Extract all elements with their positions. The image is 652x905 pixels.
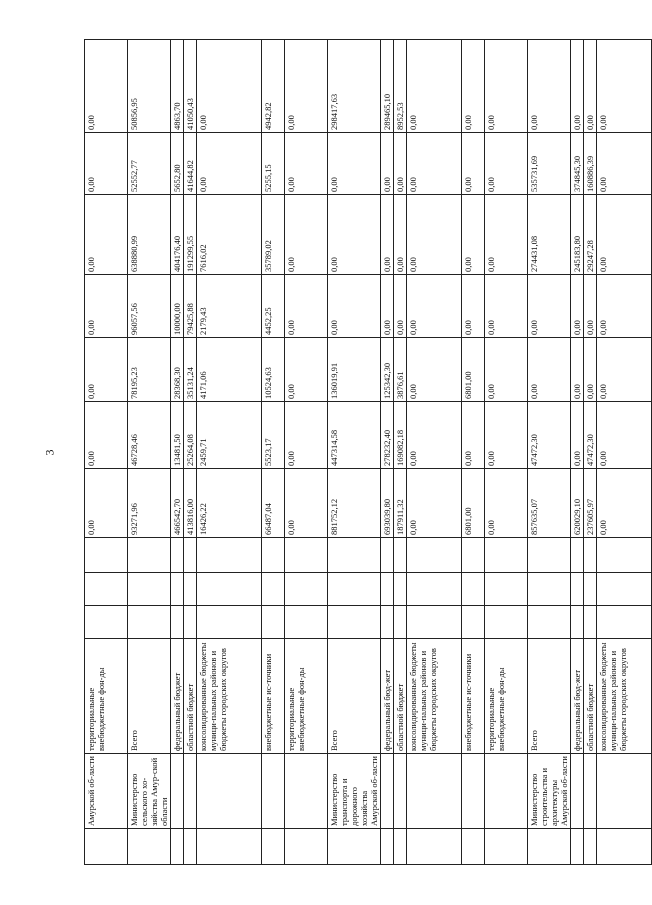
empty-cell (394, 573, 407, 606)
funding-source-cell: внебюджетные ис-точники (462, 639, 485, 754)
empty-cell (407, 538, 462, 573)
empty-cell (597, 606, 652, 639)
funding-source-cell: консолидированные бюджеты муници-пальных районов и бюджеты городских округов (407, 639, 462, 754)
value-cell: 0,00 (485, 195, 528, 275)
value-cell: 4452,25 (262, 275, 285, 338)
value-cell: 136019,91 (328, 338, 381, 402)
table-rotation-wrapper (84, 40, 628, 865)
value-cell: 5255,15 (262, 133, 285, 195)
agency-cell (285, 754, 328, 829)
empty-cell (597, 538, 652, 573)
empty-cell (462, 538, 485, 573)
empty-cell (262, 606, 285, 639)
value-cell: 78195,23 (128, 338, 171, 402)
empty-cell (381, 606, 394, 639)
agency-cell (197, 754, 262, 829)
funding-source-cell: Всего (528, 639, 571, 754)
value-cell: 0,00 (197, 133, 262, 195)
value-cell: 693039,80 (381, 469, 394, 538)
value-cell: 4171,06 (197, 338, 262, 402)
value-cell: 96057,56 (128, 275, 171, 338)
funding-source-cell: федеральный бюд-жет (381, 639, 394, 754)
value-cell: 0,00 (381, 133, 394, 195)
table-row (528, 40, 571, 865)
value-cell: 0,00 (485, 338, 528, 402)
value-cell: 0,00 (394, 133, 407, 195)
empty-cell (485, 538, 528, 573)
table-row (197, 40, 262, 865)
empty-cell (381, 573, 394, 606)
value-cell: 0,00 (407, 40, 462, 133)
value-cell: 0,00 (584, 40, 597, 133)
empty-cell (528, 573, 571, 606)
empty-cell (184, 573, 197, 606)
value-cell: 0,00 (285, 195, 328, 275)
value-cell: 0,00 (571, 338, 584, 402)
value-cell: 0,00 (485, 275, 528, 338)
funding-source-cell: федеральный бюд-жет (571, 639, 584, 754)
empty-cell (262, 573, 285, 606)
funding-source-cell: областной бюджет (394, 639, 407, 754)
table-row (171, 40, 184, 865)
value-cell: 0,00 (462, 133, 485, 195)
empty-cell (394, 538, 407, 573)
empty-cell (462, 829, 485, 865)
empty-cell (462, 573, 485, 606)
empty-cell (571, 829, 584, 865)
table-row (285, 40, 328, 865)
value-cell: 0,00 (285, 275, 328, 338)
value-cell: 6801,00 (462, 469, 485, 538)
value-cell: 25264,08 (184, 402, 197, 469)
agency-cell: Министерство строительства и архитектуры Амурской об-ласти (528, 754, 571, 829)
table-body (85, 40, 652, 865)
value-cell: 0,00 (462, 40, 485, 133)
agency-cell (184, 754, 197, 829)
empty-cell (571, 606, 584, 639)
empty-cell (85, 829, 128, 865)
empty-cell (571, 538, 584, 573)
empty-cell (528, 538, 571, 573)
value-cell: 620029,10 (571, 469, 584, 538)
agency-cell: Министерство сельского хо-зяйства Амур-ской области (128, 754, 171, 829)
empty-cell (171, 829, 184, 865)
value-cell: 0,00 (407, 133, 462, 195)
value-cell: 0,00 (394, 275, 407, 338)
empty-cell (197, 829, 262, 865)
value-cell: 466542,70 (171, 469, 184, 538)
value-cell: 0,00 (381, 195, 394, 275)
value-cell: 0,00 (462, 275, 485, 338)
empty-cell (197, 538, 262, 573)
funding-source-cell: областной бюджет (184, 639, 197, 754)
empty-cell (197, 573, 262, 606)
empty-cell (171, 538, 184, 573)
value-cell: 0,00 (381, 275, 394, 338)
empty-cell (584, 538, 597, 573)
value-cell: 0,00 (597, 275, 652, 338)
empty-cell (128, 538, 171, 573)
value-cell: 0,00 (407, 275, 462, 338)
empty-cell (85, 606, 128, 639)
value-cell: 0,00 (462, 402, 485, 469)
empty-cell (584, 573, 597, 606)
table-row (262, 40, 285, 865)
empty-cell (128, 573, 171, 606)
value-cell: 0,00 (328, 195, 381, 275)
empty-cell (184, 538, 197, 573)
value-cell: 187911,32 (394, 469, 407, 538)
value-cell: 0,00 (285, 133, 328, 195)
value-cell: 0,00 (328, 133, 381, 195)
value-cell: 0,00 (528, 338, 571, 402)
empty-cell (85, 538, 128, 573)
value-cell: 447314,58 (328, 402, 381, 469)
empty-cell (171, 573, 184, 606)
value-cell: 0,00 (528, 275, 571, 338)
value-cell: 278232,40 (381, 402, 394, 469)
value-cell: 28368,30 (171, 338, 184, 402)
value-cell: 0,00 (197, 40, 262, 133)
value-cell: 0,00 (407, 402, 462, 469)
value-cell: 0,00 (85, 133, 128, 195)
empty-cell (584, 829, 597, 865)
value-cell: 10524,63 (262, 338, 285, 402)
empty-cell (285, 573, 328, 606)
empty-cell (528, 606, 571, 639)
value-cell: 0,00 (394, 195, 407, 275)
empty-cell (328, 829, 381, 865)
value-cell: 0,00 (328, 275, 381, 338)
empty-cell (394, 606, 407, 639)
value-cell: 8952,53 (394, 40, 407, 133)
value-cell: 3876,61 (394, 338, 407, 402)
funding-source-cell: территориальные внебюджетные фон-ды (485, 639, 528, 754)
value-cell: 0,00 (584, 275, 597, 338)
value-cell: 4942,82 (262, 40, 285, 133)
value-cell: 10000,00 (171, 275, 184, 338)
agency-cell (571, 754, 584, 829)
value-cell: 0,00 (85, 338, 128, 402)
funding-source-cell: внебюджетные ис-точники (262, 639, 285, 754)
empty-cell (328, 573, 381, 606)
value-cell: 0,00 (485, 133, 528, 195)
value-cell: 0,00 (85, 275, 128, 338)
table-row (485, 40, 528, 865)
value-cell: 0,00 (571, 275, 584, 338)
agency-cell (485, 754, 528, 829)
empty-cell (528, 829, 571, 865)
value-cell: 2179,43 (197, 275, 262, 338)
value-cell: 0,00 (85, 195, 128, 275)
value-cell: 35789,02 (262, 195, 285, 275)
empty-cell (285, 606, 328, 639)
funding-source-cell: Всего (128, 639, 171, 754)
value-cell: 0,00 (597, 338, 652, 402)
value-cell: 16426,22 (197, 469, 262, 538)
agency-cell (262, 754, 285, 829)
funding-source-cell: областной бюджет (584, 639, 597, 754)
value-cell: 0,00 (285, 402, 328, 469)
agency-cell (394, 754, 407, 829)
value-cell: 160886,39 (584, 133, 597, 195)
agency-cell (584, 754, 597, 829)
funding-source-cell: федеральный бюджет (171, 639, 184, 754)
empty-cell (571, 573, 584, 606)
value-cell: 0,00 (485, 40, 528, 133)
value-cell: 52552,77 (128, 133, 171, 195)
agency-cell (597, 754, 652, 829)
value-cell: 0,00 (285, 338, 328, 402)
empty-cell (262, 829, 285, 865)
value-cell: 125342,30 (381, 338, 394, 402)
table-row (584, 40, 597, 865)
value-cell: 638880,99 (128, 195, 171, 275)
table-row (407, 40, 462, 865)
value-cell: 0,00 (85, 40, 128, 133)
empty-cell (184, 606, 197, 639)
empty-cell (85, 573, 128, 606)
value-cell: 857635,07 (528, 469, 571, 538)
funding-source-cell: консолидированные бюджеты муници-пальных районов и бюджеты городских округов (197, 639, 262, 754)
value-cell: 47472,30 (528, 402, 571, 469)
empty-cell (285, 538, 328, 573)
value-cell: 0,00 (407, 469, 462, 538)
empty-cell (462, 606, 485, 639)
rotated-sheet (84, 0, 628, 905)
value-cell: 0,00 (407, 195, 462, 275)
value-cell: 0,00 (571, 40, 584, 133)
empty-cell (128, 829, 171, 865)
table-row (85, 40, 128, 865)
value-cell: 50856,95 (128, 40, 171, 133)
empty-cell (171, 606, 184, 639)
empty-cell (381, 829, 394, 865)
value-cell: 0,00 (584, 338, 597, 402)
value-cell: 0,00 (597, 195, 652, 275)
value-cell: 0,00 (485, 402, 528, 469)
value-cell: 245183,80 (571, 195, 584, 275)
table-row (597, 40, 652, 865)
value-cell: 0,00 (597, 402, 652, 469)
value-cell: 535731,69 (528, 133, 571, 195)
value-cell: 46728,46 (128, 402, 171, 469)
empty-cell (128, 606, 171, 639)
table-row (184, 40, 197, 865)
budget-table (84, 39, 652, 865)
value-cell: 5523,17 (262, 402, 285, 469)
value-cell: 13481,50 (171, 402, 184, 469)
agency-cell (381, 754, 394, 829)
value-cell: 0,00 (571, 402, 584, 469)
empty-cell (407, 573, 462, 606)
value-cell: 413816,00 (184, 469, 197, 538)
value-cell: 4863,70 (171, 40, 184, 133)
value-cell: 0,00 (597, 40, 652, 133)
value-cell: 6801,00 (462, 338, 485, 402)
agency-cell (171, 754, 184, 829)
value-cell: 191299,55 (184, 195, 197, 275)
table-row (381, 40, 394, 865)
value-cell: 35131,24 (184, 338, 197, 402)
value-cell: 2459,71 (197, 402, 262, 469)
empty-cell (485, 573, 528, 606)
value-cell: 0,00 (407, 338, 462, 402)
funding-source-cell: Всего (328, 639, 381, 754)
table-row (571, 40, 584, 865)
value-cell: 41050,43 (184, 40, 197, 133)
table-row (128, 40, 171, 865)
value-cell: 0,00 (528, 40, 571, 133)
value-cell: 274431,08 (528, 195, 571, 275)
agency-cell (407, 754, 462, 829)
value-cell: 0,00 (485, 469, 528, 538)
value-cell: 0,00 (285, 40, 328, 133)
value-cell: 47472,30 (584, 402, 597, 469)
empty-cell (597, 829, 652, 865)
page-number: 3 (42, 449, 57, 456)
value-cell: 404176,40 (171, 195, 184, 275)
value-cell: 7616,02 (197, 195, 262, 275)
table-row (328, 40, 381, 865)
value-cell: 5652,80 (171, 133, 184, 195)
empty-cell (381, 538, 394, 573)
value-cell: 41644,82 (184, 133, 197, 195)
value-cell: 0,00 (285, 469, 328, 538)
value-cell: 0,00 (597, 469, 652, 538)
value-cell: 298417,63 (328, 40, 381, 133)
table-row (394, 40, 407, 865)
empty-cell (584, 606, 597, 639)
value-cell: 0,00 (462, 195, 485, 275)
empty-cell (485, 829, 528, 865)
empty-cell (328, 606, 381, 639)
value-cell: 93271,96 (128, 469, 171, 538)
empty-cell (184, 829, 197, 865)
value-cell: 66487,04 (262, 469, 285, 538)
agency-cell: Министерство транспорта и дорожного хозяйства Амурской об-ласти (328, 754, 381, 829)
empty-cell (285, 829, 328, 865)
empty-cell (262, 538, 285, 573)
value-cell: 374845,30 (571, 133, 584, 195)
value-cell: 169082,18 (394, 402, 407, 469)
value-cell: 0,00 (85, 469, 128, 538)
agency-cell (462, 754, 485, 829)
empty-cell (394, 829, 407, 865)
empty-cell (407, 606, 462, 639)
empty-cell (485, 606, 528, 639)
value-cell: 0,00 (597, 133, 652, 195)
value-cell: 79425,88 (184, 275, 197, 338)
agency-cell: Амурской об-ласти (85, 754, 128, 829)
funding-source-cell: консолидированные бюджеты муници-пальных районов и бюджеты городских округов (597, 639, 652, 754)
empty-cell (328, 538, 381, 573)
value-cell: 289465,10 (381, 40, 394, 133)
value-cell: 237605,97 (584, 469, 597, 538)
table-row (462, 40, 485, 865)
empty-cell (197, 606, 262, 639)
empty-cell (407, 829, 462, 865)
value-cell: 29247,28 (584, 195, 597, 275)
empty-cell (597, 573, 652, 606)
value-cell: 881752,12 (328, 469, 381, 538)
value-cell: 0,00 (85, 402, 128, 469)
funding-source-cell: территориальные внебюджетные фон-ды (85, 639, 128, 754)
funding-source-cell: территориальные внебюджетные фон-ды (285, 639, 328, 754)
